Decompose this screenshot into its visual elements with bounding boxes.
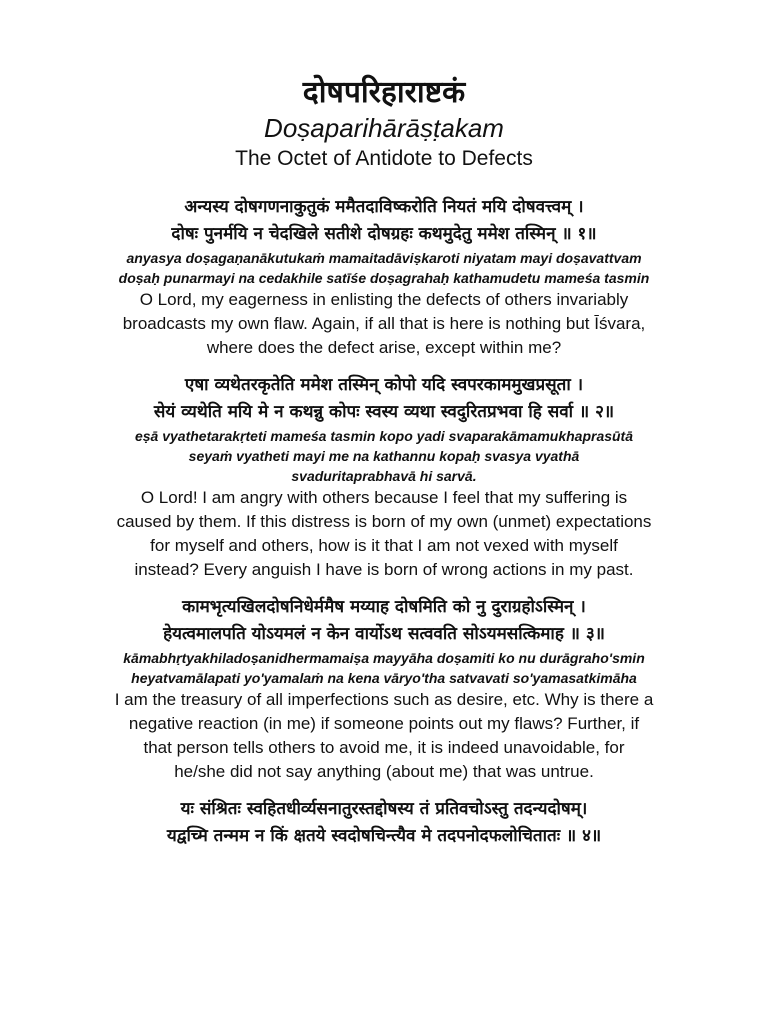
title-devanagari: दोषपरिहाराष्टकं bbox=[302, 75, 466, 110]
verse-transliteration-line: svaduritaprabhavā hi sarvā. bbox=[291, 468, 477, 484]
verse-translation bbox=[0, 288, 768, 360]
verse-devanagari bbox=[0, 372, 768, 426]
verse-transliteration-line: heyatvamālapati yo'yamalaṁ na kena vāryo'tha satvavati so'yamasatkimāha bbox=[131, 670, 637, 686]
verse-devanagari-line: यः संश्रितः स्वहितधीर्व्यसनातुरस्तद्दोषस्य तं प्रतिवचोऽस्तु तदन्यदोषम्। bbox=[180, 799, 588, 819]
verse-translation-line: where does the defect arise, except within me? bbox=[206, 338, 562, 357]
verse-devanagari-line: यद्वच्मि तन्मम न किं क्षतये स्वदोषचिन्त्यैव मे तदपनोदफलोचितातः ॥ ४॥ bbox=[166, 826, 602, 846]
verse-devanagari-line: सेयं व्यथेति मयि मे न कथन्नु कोपः स्वस्य व्यथा स्वदुरितप्रभवा हि सर्वा ॥ २॥ bbox=[153, 402, 615, 422]
verse-devanagari bbox=[0, 594, 768, 648]
verse-transliteration-line: seyaṁ vyatheti mayi me na kathannu kopaḥ svasya vyathā bbox=[188, 448, 580, 464]
verse-devanagari-line: दोषः पुनर्मयि न चेदखिले सतीशे दोषग्रहः कथमुदेतु ममेश तस्मिन् ॥ १॥ bbox=[171, 224, 597, 244]
title-english: The Octet of Antidote to Defects bbox=[235, 147, 533, 170]
verse-transliteration-line: anyasya doṣagaṇanākutukaṁ mamaitadāviṣkaroti niyatam mayi doṣavattvam bbox=[126, 250, 642, 266]
verse-devanagari-line: कामभृत्यखिलदोषनिधेर्ममैष मय्याह दोषमिति को नु दुराग्रहोऽस्मिन् । bbox=[182, 597, 586, 617]
verse-translation-line: he/she did not say anything (about me) that was untrue. bbox=[174, 762, 594, 781]
verse-translation bbox=[0, 486, 768, 582]
verse-devanagari-line: एषा व्यथेतरकृतेति ममेश तस्मिन् कोपो यदि स्वपरकाममुखप्रसूता । bbox=[184, 375, 584, 395]
verse-devanagari bbox=[0, 796, 768, 850]
verse-transliteration-line: doṣaḥ punarmayi na cedakhile satīśe doṣagrahaḥ kathamudetu mameśa tasmin bbox=[118, 270, 650, 286]
verse-4 bbox=[0, 796, 768, 850]
verse-transliteration-line: kāmabhṛtyakhiladoṣanidhermamaiṣa mayyāha doṣamiti ko nu durāgraho'smin bbox=[123, 650, 645, 666]
verse-translation-line: broadcasts my own flaw. Again, if all that is here is nothing but Īśvara, bbox=[122, 314, 646, 333]
verse-translation bbox=[0, 688, 768, 784]
verse-transliteration bbox=[0, 248, 768, 288]
verse-3 bbox=[0, 594, 768, 784]
verse-2 bbox=[0, 372, 768, 582]
verse-translation-line: that person tells others to avoid me, it is indeed unavoidable, for bbox=[143, 738, 625, 757]
verse-devanagari-line: हेयत्वमालपति योऽयमलं न केन वार्योऽथ सत्ववति सोऽयमसत्किमाह ॥ ३॥ bbox=[163, 624, 605, 644]
verse-translation-line: instead? Every anguish I have is born of wrong actions in my past. bbox=[134, 560, 634, 579]
verse-transliteration bbox=[0, 426, 768, 486]
title-transliteration: Doṣaparihārāṣṭakam bbox=[264, 113, 504, 143]
verse-devanagari bbox=[0, 194, 768, 248]
verse-1 bbox=[0, 194, 768, 360]
verse-translation-line: I am the treasury of all imperfections such as desire, etc. Why is there a bbox=[114, 690, 654, 709]
verse-transliteration bbox=[0, 648, 768, 688]
verse-translation-line: negative reaction (in me) if someone points out my flaws? Further, if bbox=[128, 714, 640, 733]
verse-translation-line: O Lord! I am angry with others because I feel that my suffering is bbox=[140, 488, 628, 507]
verse-translation-line: O Lord, my eagerness in enlisting the defects of others invariably bbox=[139, 290, 629, 309]
verse-transliteration-line: eṣā vyathetarakṛteti mameśa tasmin kopo yadi svaparakāmamukhaprasūtā bbox=[134, 428, 634, 444]
verse-translation-line: caused by them. If this distress is born of my own (unmet) expectations bbox=[116, 512, 652, 531]
verse-list bbox=[0, 194, 768, 850]
verse-devanagari-line: अन्यस्य दोषगणनाकुतुकं ममैतदाविष्करोति नियतं मयि दोषवत्त्वम् । bbox=[184, 197, 584, 217]
verse-translation-line: for myself and others, how is it that I am not vexed with myself bbox=[150, 536, 618, 555]
